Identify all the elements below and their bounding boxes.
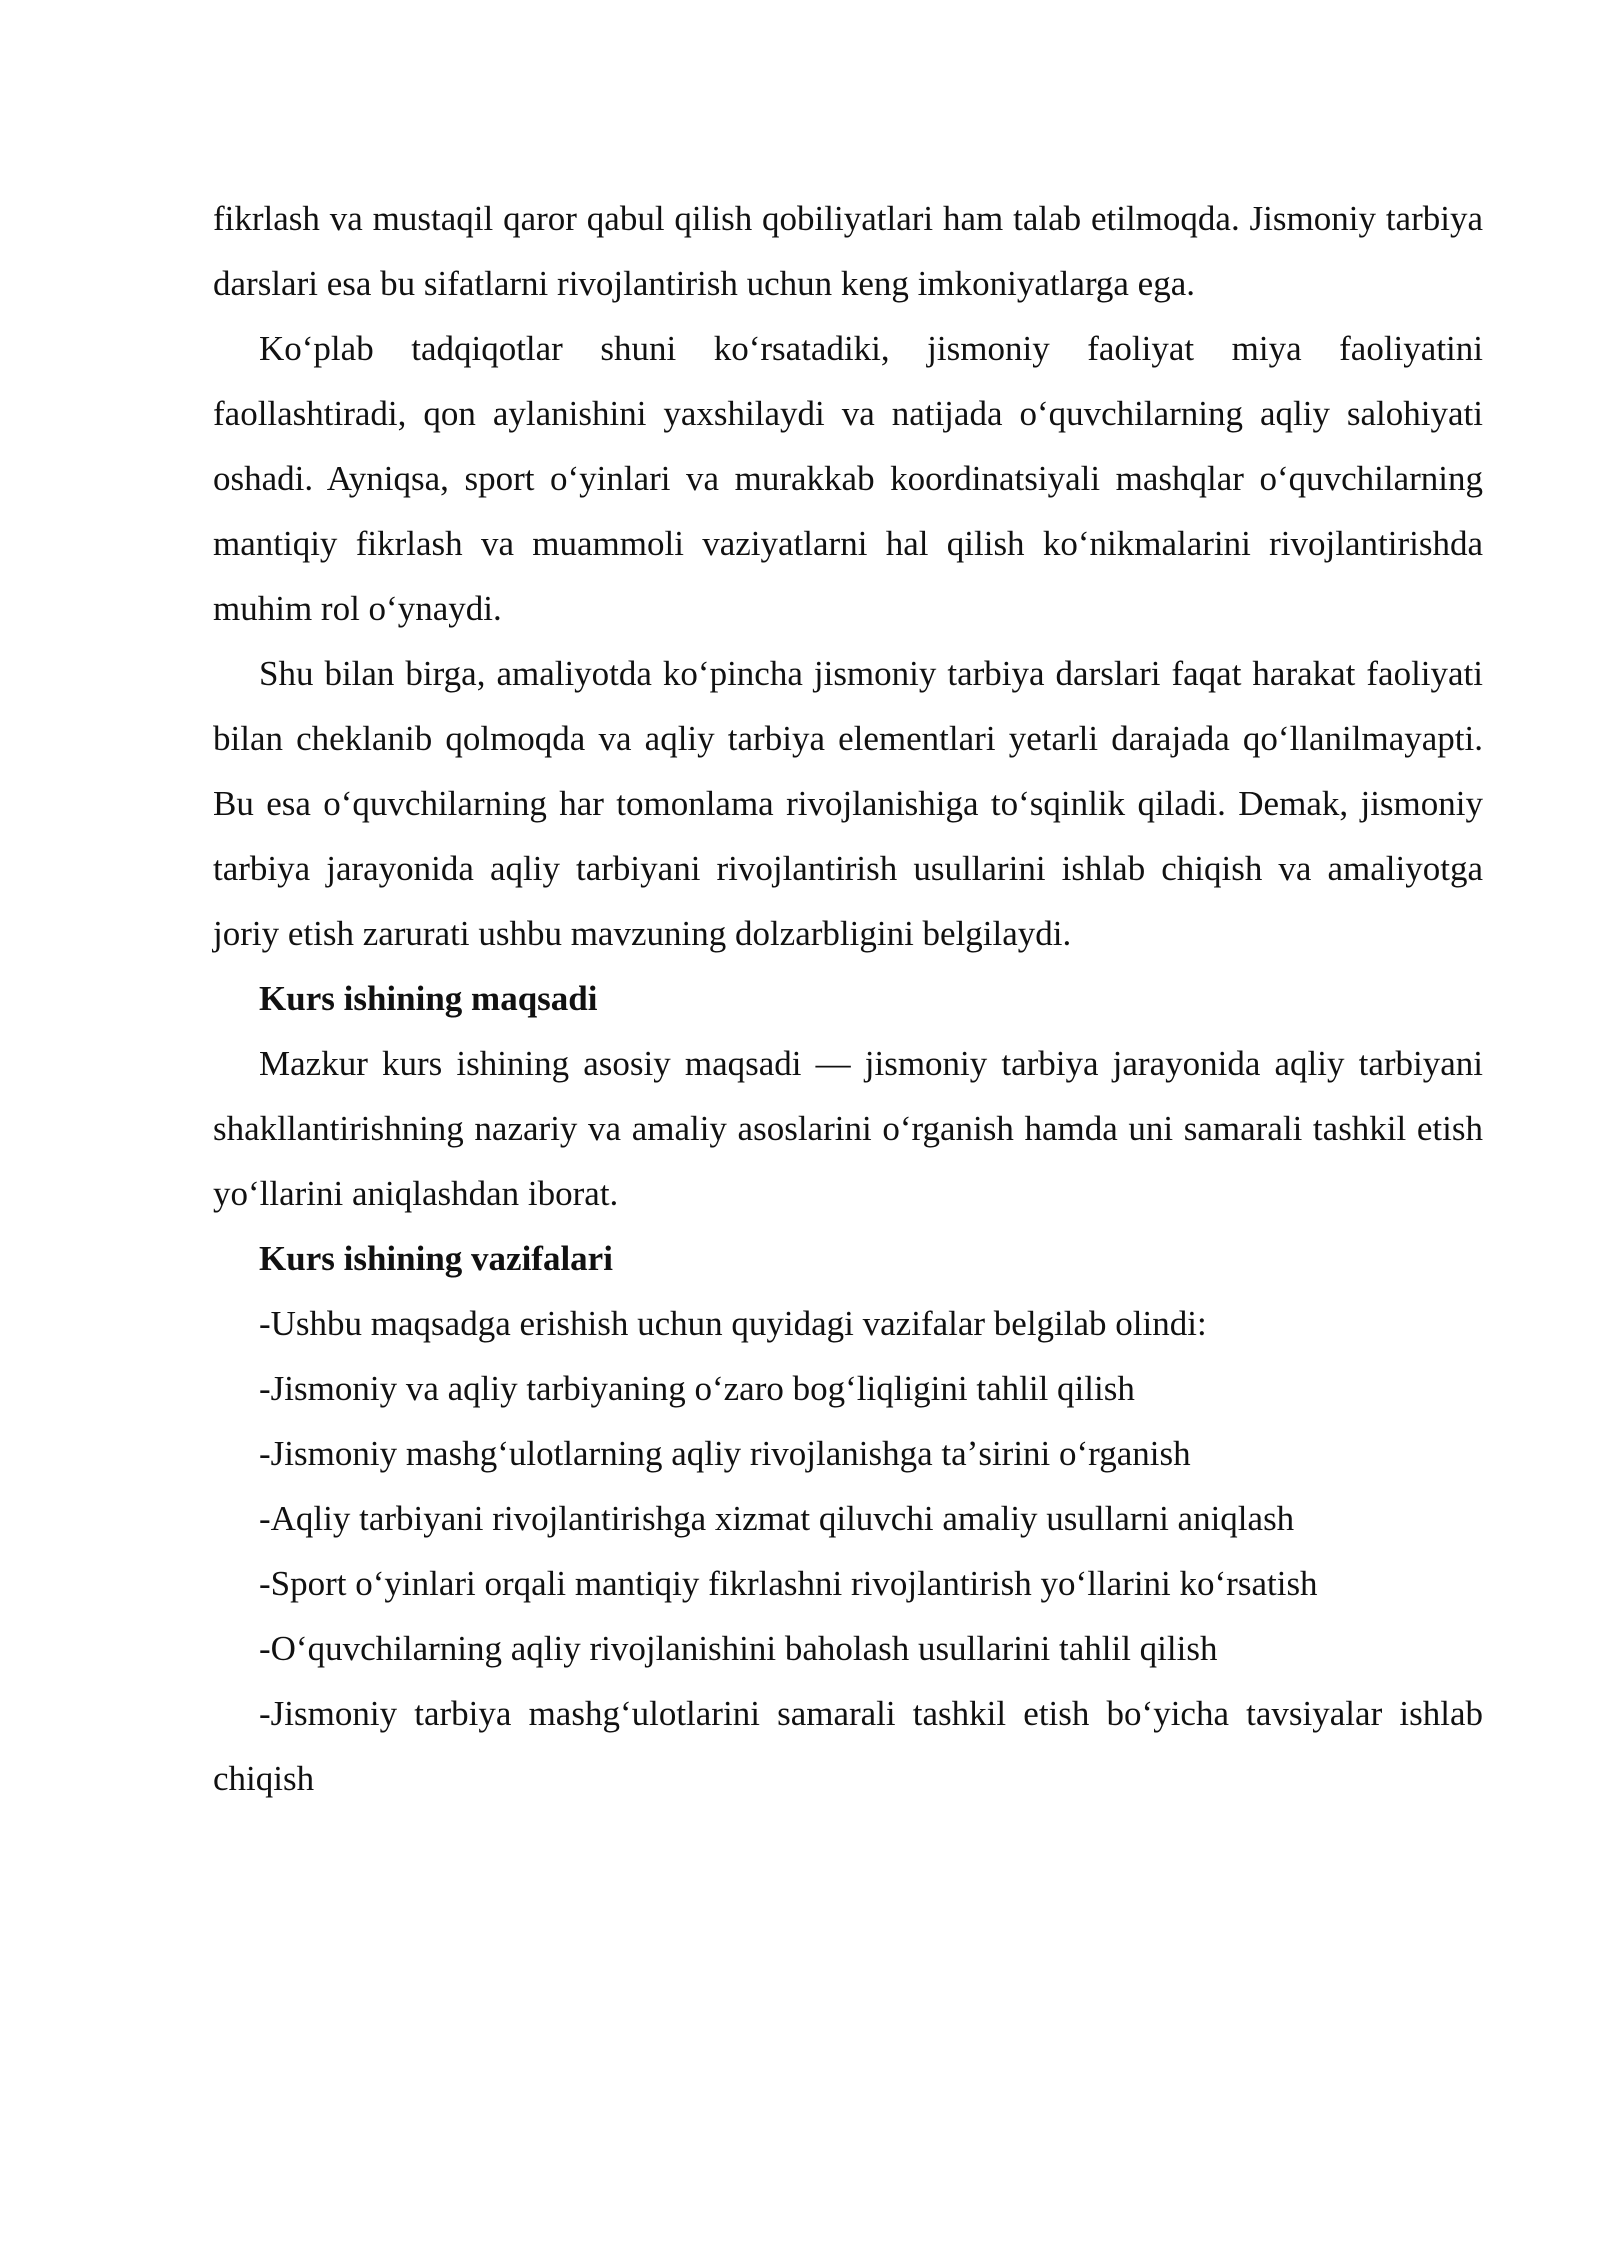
heading-tasks: Kurs ishining vazifalari: [259, 1239, 613, 1278]
task-item: -Oʻquvchilarning aqliy rivojlanishini baholash usullarini tahlil qilish: [259, 1629, 1218, 1668]
heading-goal: Kurs ishining maqsadi: [259, 979, 598, 1018]
paragraph-research: Koʻplab tadqiqotlar shuni koʻrsatadiki, jismoniy faoliyat miya faoliyatini faollashtiradi, qon aylanishini yaxshilaydi va natijada oʻquvchilarning aqliy salohiyati oshadi. Ayniqsa, sport oʻyinlari va murakkab koordinatsiyali mashqlar oʻquvchilarning mantiqiy fikrlash va muammoli vaziyatlarni hal qilish koʻnikmalarini rivojlantirishda muhim rol oʻynaydi.: [213, 329, 1483, 628]
task-item: -Jismoniy va aqliy tarbiyaning oʻzaro bogʻliqligini tahlil qilish: [259, 1369, 1135, 1408]
task-item: -Aqliy tarbiyani rivojlantirishga xizmat qiluvchi amaliy usullarni aniqlash: [259, 1499, 1295, 1538]
task-item: -Jismoniy mashgʻulotlarning aqliy rivojlanishga taʼsirini oʻrganish: [259, 1434, 1191, 1473]
document-page: [213, 186, 1483, 1811]
paragraph-goal: Mazkur kurs ishining asosiy maqsadi — jismoniy tarbiya jarayonida aqliy tarbiyani shakllantirishning nazariy va amaliy asoslarini oʻrganish hamda uni samarali tashkil etish yoʻllarini aniqlashdan iborat.: [213, 1044, 1483, 1213]
task-item: -Sport oʻyinlari orqali mantiqiy fikrlashni rivojlantirish yoʻllarini koʻrsatish: [259, 1564, 1318, 1603]
paragraph-intro-continuation: fikrlash va mustaqil qaror qabul qilish qobiliyatlari ham talab etilmoqda. Jismoniy tarbiya darslari esa bu sifatlarni rivojlantirish uchun keng imkoniyatlarga ega.: [213, 199, 1483, 303]
task-item: -Ushbu maqsadga erishish uchun quyidagi vazifalar belgilab olindi:: [259, 1304, 1207, 1343]
paragraph-relevance: Shu bilan birga, amaliyotda koʻpincha jismoniy tarbiya darslari faqat harakat faoliyati bilan cheklanib qolmoqda va aqliy tarbiya elementlari yetarli darajada qoʻllanilmayapti. Bu esa oʻquvchilarning har tomonlama rivojlanishiga toʻsqinlik qiladi. Demak, jismoniy tarbiya jarayonida aqliy tarbiyani rivojlantirish usullarini ishlab chiqish va amaliyotga joriy etish zarurati ushbu mavzuning dolzarbligini belgilaydi.: [213, 654, 1483, 953]
task-item: -Jismoniy tarbiya mashgʻulotlarini samarali tashkil etish boʻyicha tavsiyalar ishlab chiqish: [213, 1694, 1483, 1798]
